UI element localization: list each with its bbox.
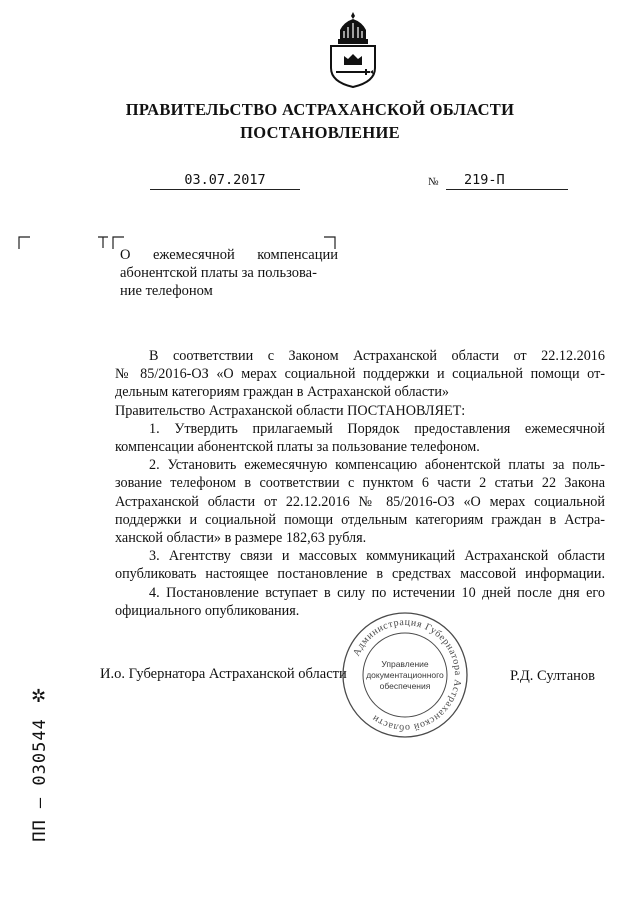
government-title: ПРАВИТЕЛЬСТВО АСТРАХАНСКОЙ ОБЛАСТИ (125, 100, 515, 119)
document-subject (120, 246, 338, 300)
document-number: 219-П (446, 172, 568, 190)
body-line: ханской области» в размере 182,63 рубля. (115, 530, 367, 547)
document-type-title: ПОСТАНОВЛЕНИЕ (240, 123, 400, 142)
body-line: 4. Постановление вступает в силу по истечении 10 дней после дня его (149, 584, 605, 601)
body-line: зование телефоном в соответствии с пунктом 6 части 2 статьи 22 Закона (115, 475, 605, 492)
stamp-ring-text: Администрация Губернатора Астраханской области (351, 616, 464, 734)
body-line: 2. Установить ежемесячную компенсацию абонентской платы за поль- (149, 457, 605, 474)
body-line: 3. Агентству связи и массовых коммуникаций Астраханской области (149, 548, 605, 565)
subject-line: абонентской платы за пользова- (120, 265, 317, 281)
body-line: официального опубликования. (115, 602, 300, 619)
body-line: В соответствии с Законом Астраханской области от 22.12.2016 (149, 348, 605, 364)
official-stamp (340, 610, 470, 740)
corner-mark-left (18, 236, 32, 250)
body-line: дельным категориям граждан в Астраханской области» (115, 384, 449, 401)
document-date: 03.07.2017 (150, 172, 300, 190)
stamp-center-line: Управление (381, 659, 429, 669)
document-body (115, 347, 605, 620)
coat-of-arms-emblem (326, 10, 380, 88)
body-line: № 85/2016-ОЗ «О мерах социальной поддержки и социальной помощи от- (115, 366, 605, 383)
stamp-center-line: документационного (366, 670, 444, 680)
body-line: Правительство Астраханской области ПОСТАНОВЛЯЕТ: (115, 402, 466, 419)
serial-mark: ✲ (31, 686, 47, 706)
body-line: поддержки и социальной помощи отдельным категориям граждан в Астра- (115, 511, 605, 528)
signatory-name: Р.Д. Султанов (510, 668, 595, 684)
number-label: № (428, 176, 439, 188)
subject-line: ние телефоном (120, 283, 213, 299)
serial-number: ПП – 030544 (30, 718, 50, 842)
body-line: Астраханской области от 22.12.2016 № 85/2016-ОЗ «О мерах социальной (115, 493, 605, 510)
stamp-center-line: обеспечения (379, 681, 431, 691)
corner-mark-subject-left-a (97, 236, 111, 250)
body-line: опубликовать настоящее постановление в средствах массовой информации. (115, 566, 605, 583)
body-line: 1. Утвердить прилагаемый Порядок предоставления ежемесячной (149, 420, 605, 437)
signatory-position: И.о. Губернатора Астраханской области (100, 666, 347, 682)
subject-line: О ежемесячной компенсации (120, 247, 338, 263)
body-line: компенсации абонентской платы за пользование телефоном. (115, 439, 480, 456)
